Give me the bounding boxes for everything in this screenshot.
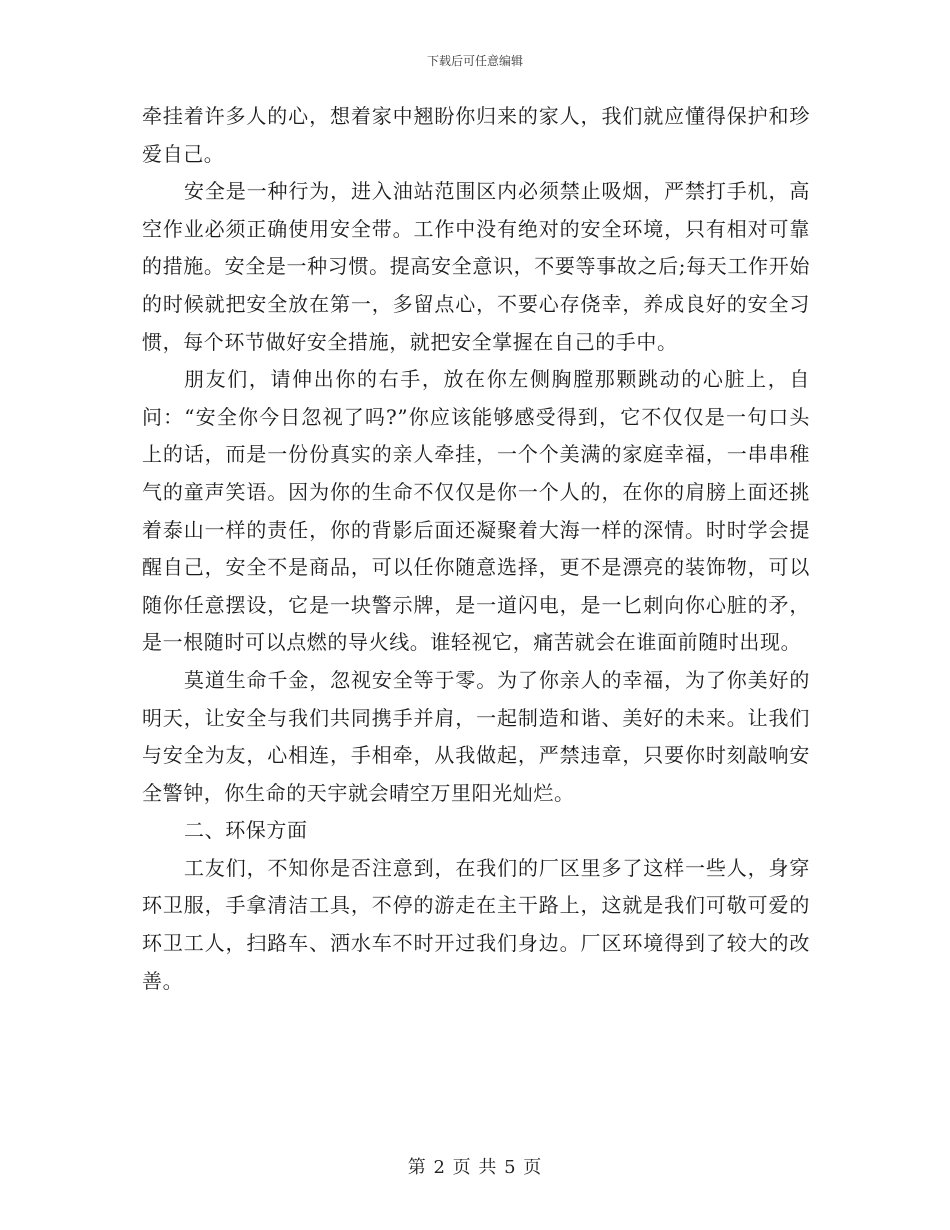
paragraph-friends-appeal: 朋友们，请伸出你的右手，放在你左侧胸膛那颗跳动的心脏上，自问：“安全你今日忽视了吗?”你应该能够感受得到，它不仅仅是一句口头上的话，而是一份份真实的亲人牵挂，一个个美满的家庭幸福，一串串稚气的童声笑语。因为你的生命不仅仅是你一个人的，在你的肩膀上面还挑着泰山一样的责任，你的背影后面还凝聚着大海一样的深情。时时学会提醒自己，安全不是商品，可以任你随意选择，更不是漂亮的装饰物，可以随你任意摆设，它是一块警示牌，是一道闪电，是一匕刺向你心脏的矛，是一根随时可以点燃的导火线。谁轻视它，痛苦就会在谁面前随时出现。 bbox=[142, 367, 810, 655]
paragraph-sanitation-workers: 工友们，不知你是否注意到，在我们的厂区里多了这样一些人，身穿环卫服，手拿清洁工具，不停的游走在主干路上，这就是我们可敬可爱的环卫工人，扫路车、洒水车不时开过我们身边。厂区环境得到了较大的改善。 bbox=[142, 855, 810, 993]
document-body bbox=[142, 98, 810, 1000]
section-heading-environment: 二、环保方面 bbox=[184, 818, 308, 843]
paragraph-continuation: 牵挂着许多人的心，想着家中翘盼你归来的家人，我们就应懂得保护和珍爱自己。 bbox=[142, 104, 810, 166]
paragraph-life-value: 莫道生命千金，忽视安全等于零。为了你亲人的幸福，为了你美好的明天，让安全与我们共同携手并肩，一起制造和谐、美好的未来。让我们与安全为友，心相连，手相牵，从我做起，严禁违章，只要你时刻敲响安全警钟，你生命的天宇就会晴空万里阳光灿烂。 bbox=[142, 667, 810, 805]
paragraph-safety-behavior: 安全是一种行为，进入油站范围区内必须禁止吸烟，严禁打手机，高空作业必须正确使用安全带。工作中没有绝对的安全环境，只有相对可靠的措施。安全是一种习惯。提高安全意识，不要等事故之后;每天工作开始的时候就把安全放在第一，多留点心，不要心存侥幸，养成良好的安全习惯，每个环节做好安全措施，就把安全掌握在自己的手中。 bbox=[142, 179, 810, 354]
page-number: 第 2 页 共 5 页 bbox=[407, 1157, 543, 1178]
page-header: 下载后可任意编辑 bbox=[426, 54, 523, 68]
